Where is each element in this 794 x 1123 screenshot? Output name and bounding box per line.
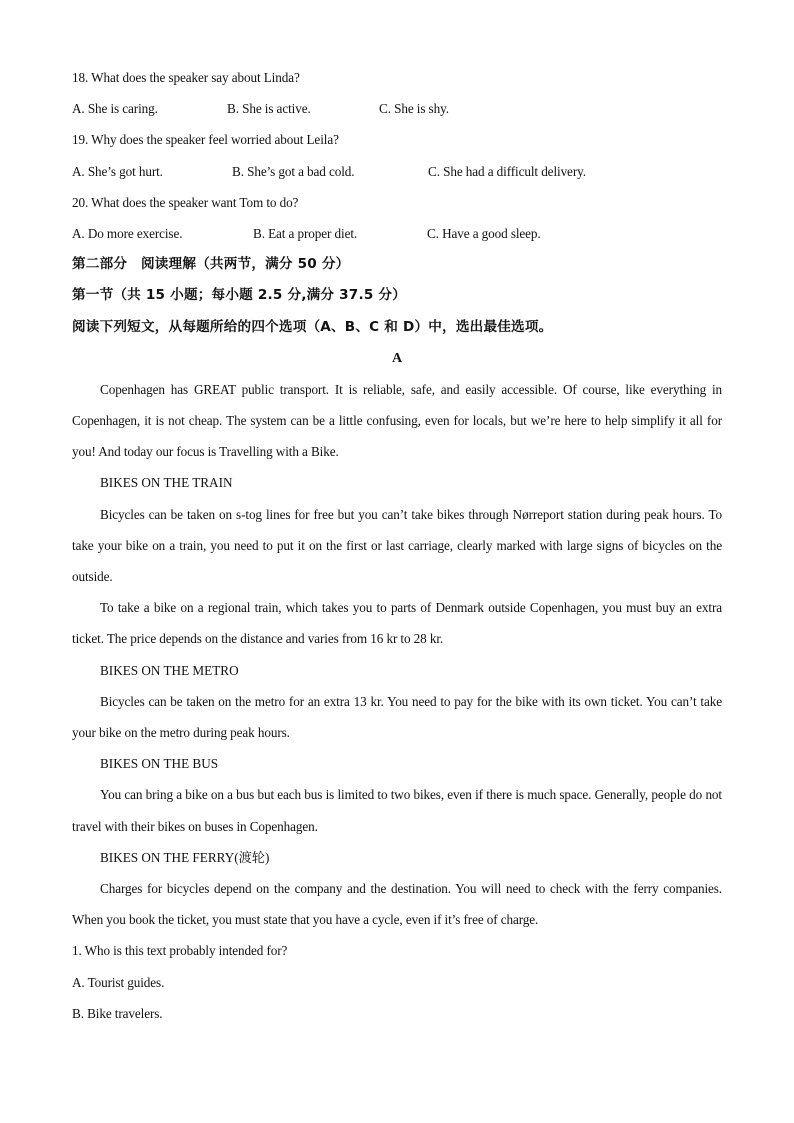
question-20-options <box>72 218 722 249</box>
option-a: A. She is caring. <box>72 101 158 117</box>
option-c: C. She is shy. <box>379 101 449 117</box>
question-18: 18. What does the speaker say about Linda? <box>72 70 300 85</box>
document-page <box>72 62 722 1029</box>
option-b: B. Bike travelers. <box>72 1005 163 1021</box>
train-paragraph-2: To take a bike on a regional train, which takes you to parts of Denmark outside Copenhagen, you must buy an extra ticket. The price depends on the distance and varies from 16 kr to 28 kr. <box>72 600 722 647</box>
section-title: 第二部分 阅读理解（共两节，满分 50 分） <box>72 256 350 273</box>
metro-heading: BIKES ON THE METRO <box>100 662 239 678</box>
option-b: B. She is active. <box>227 101 311 117</box>
section-instruction: 阅读下列短文，从每题所给的四个选项（A、B、C 和 D）中，选出最佳选项。 <box>72 318 553 335</box>
train-heading: BIKES ON THE TRAIN <box>100 475 233 491</box>
bus-heading: BIKES ON THE BUS <box>100 756 219 772</box>
option-b: B. Eat a proper diet. <box>253 225 358 241</box>
section-subtitle: 第一节（共 15 小题；每小题 2.5 分,满分 37.5 分） <box>72 287 406 304</box>
question-20: 20. What does the speaker want Tom to do? <box>72 194 299 210</box>
option-a: A. She’s got hurt. <box>72 163 163 179</box>
train-paragraph-1: Bicycles can be taken on s-tog lines for free but you can’t take bikes through Nørreport station during peak hours. To take your bike on a train, you need to put it on the first or last carriage, clearly marked with large signs of bicycles on the outside. <box>72 506 722 585</box>
question-19: 19. Why does the speaker feel worried about Leila? <box>72 132 339 148</box>
question-19-options <box>72 156 722 187</box>
bus-paragraph: You can bring a bike on a bus but each bus is limited to two bikes, even if there is much space. Generally, people do not travel with their bikes on buses in Copenhagen. <box>72 787 722 834</box>
passage-intro: Copenhagen has GREAT public transport. It is reliable, safe, and easily accessible. Of course, like everything in Copenhagen, it is not cheap. The system can be a little confusing, even for locals, but we’re here to help simplify it all for you! And today our focus is Travelling with a Bike. <box>72 381 722 460</box>
ferry-heading: BIKES ON THE FERRY(渡轮) <box>100 849 270 865</box>
option-a: A. Do more exercise. <box>72 225 183 241</box>
reading-question-1: 1. Who is this text probably intended for? <box>72 943 288 959</box>
option-b: B. She’s got a bad cold. <box>232 163 355 179</box>
option-c: C. Have a good sleep. <box>427 225 541 241</box>
metro-paragraph: Bicycles can be taken on the metro for an extra 13 kr. You need to pay for the bike with its own ticket. You can’t take your bike on the metro during peak hours. <box>72 693 722 741</box>
question-18-options <box>72 93 722 124</box>
option-c: C. She had a difficult delivery. <box>428 163 586 179</box>
option-a: A. Tourist guides. <box>72 974 165 990</box>
ferry-paragraph: Charges for bicycles depend on the company and the destination. You will need to check with the ferry companies. When you book the ticket, you must state that you have a cycle, even if it’s free of charge. <box>72 881 722 928</box>
passage-label: A <box>391 350 402 366</box>
